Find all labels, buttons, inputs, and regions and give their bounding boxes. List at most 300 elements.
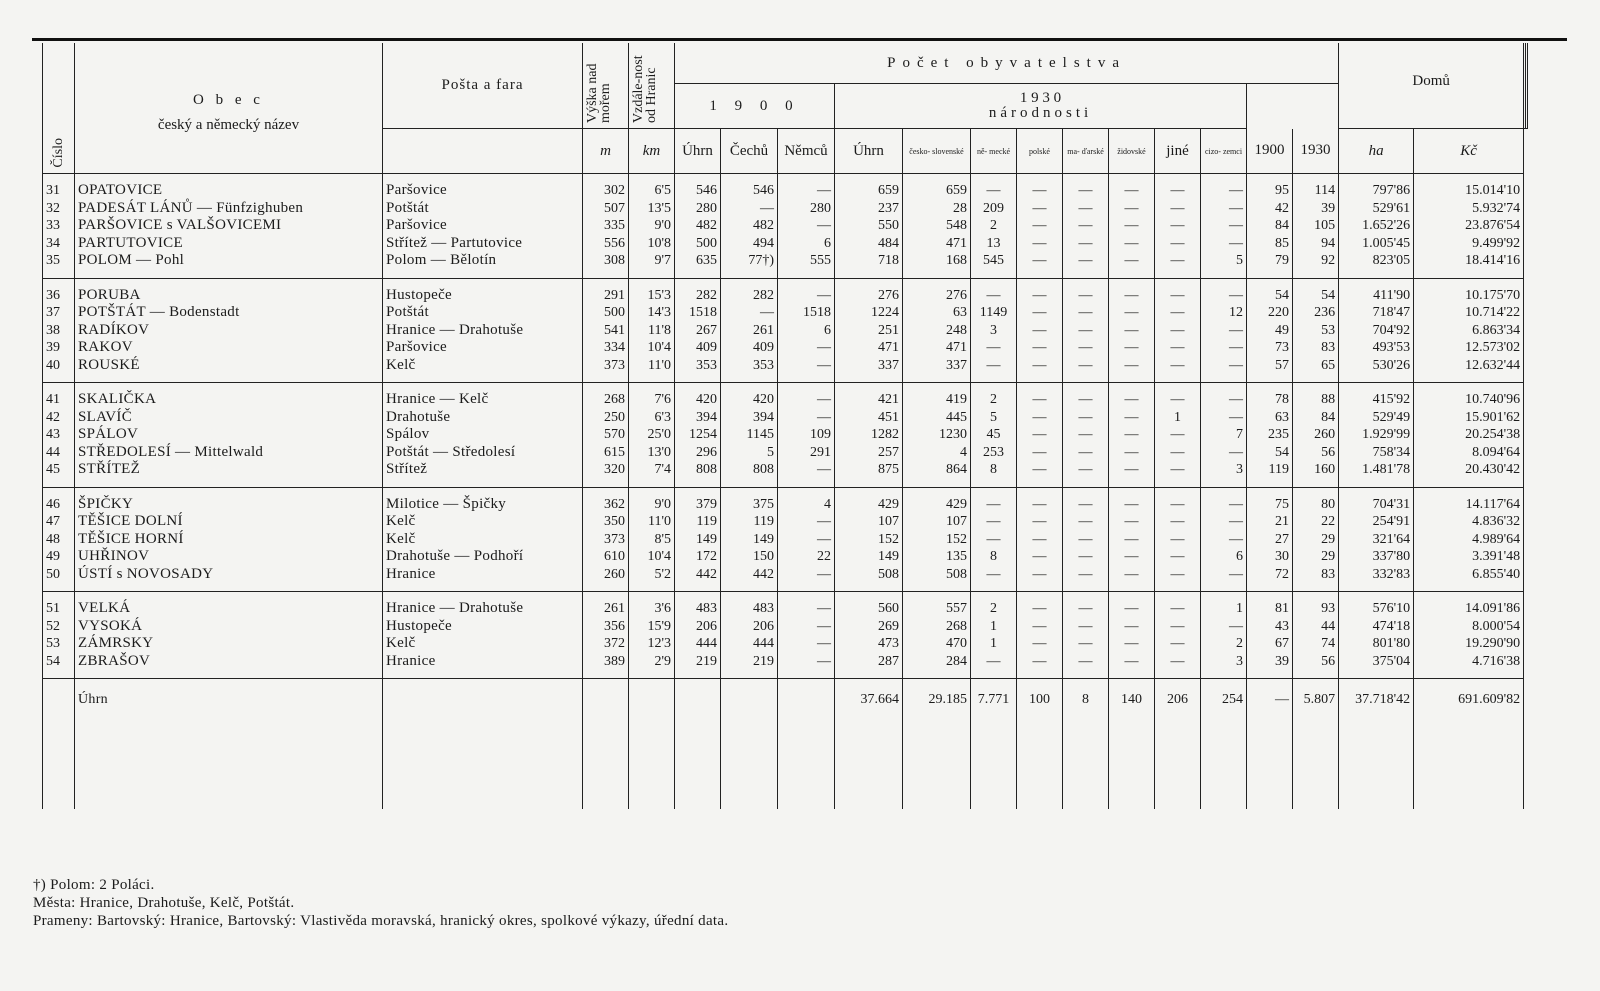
- cell-cechu-value: 409: [753, 340, 774, 355]
- cell-nemecke-value: 13: [986, 235, 1001, 251]
- cell-vytezek-value: 20.254'38: [1465, 427, 1521, 442]
- cell-domu-1900-value: 220: [1268, 305, 1289, 320]
- header-ceskoslovenske: česko- slovenské: [903, 129, 971, 174]
- cell-cechu-value: 77†): [748, 253, 774, 268]
- cell-obec-value: ÚSTÍ s NOVOSADY: [78, 565, 214, 582]
- cell-nemcu-value: —: [817, 531, 831, 547]
- cell-cizozemci-value: 12: [1229, 305, 1243, 320]
- cell-posta-value: Drahotuše: [386, 408, 451, 425]
- total-vytezek: 691.609'82: [1414, 679, 1524, 810]
- cell-vzdalenost-value: 13'0: [647, 444, 671, 460]
- cell-uhrn-1930-value: 560: [878, 601, 899, 616]
- table-row: [43, 383, 1528, 488]
- cell-cislo-value: 43: [46, 427, 60, 442]
- cell-vymera: [1339, 174, 1414, 279]
- cell-uhrn-1900-value: 635: [696, 253, 717, 268]
- cell-nemecke-value: —: [986, 287, 1001, 303]
- header-domu-1930: 1930: [1293, 129, 1339, 174]
- cell-ceskoslovenske-value: 107: [946, 514, 967, 529]
- cell-uhrn-1900-value: 500: [696, 235, 717, 251]
- cell-uhrn-1900-value: 353: [696, 357, 717, 373]
- cell-ceskoslovenske-value: 63: [953, 305, 967, 320]
- cell-cechu-value: 206: [753, 618, 774, 634]
- cell-vzdalenost-value: 7'6: [654, 392, 671, 407]
- cell-cechu: [721, 278, 778, 383]
- cell-uhrn-1930-value: 1224: [871, 305, 899, 320]
- header-cizozemci: cizo- zemci: [1201, 129, 1247, 174]
- cell-polske-value: —: [1032, 322, 1047, 338]
- cell-cislo: [43, 592, 75, 679]
- cell-domu-1930-value: 44: [1321, 618, 1336, 634]
- cell-posta: [383, 592, 583, 679]
- cell-jine: [1155, 487, 1201, 592]
- cell-vyska-value: 320: [604, 462, 625, 477]
- cell-posta-value: Potštát: [386, 304, 429, 320]
- cell-obec-value: ROUSKÉ: [78, 356, 140, 373]
- cell-ceskoslovenske: [903, 278, 971, 383]
- cell-posta-value: Drahotuše — Podhoří: [386, 548, 524, 564]
- total-polske: 100: [1017, 679, 1063, 810]
- cell-jine-value: —: [1170, 235, 1185, 251]
- cell-vytezek-value: 15.014'10: [1465, 183, 1521, 198]
- cell-polske-value: —: [1032, 235, 1047, 251]
- cell-nemcu: [778, 592, 835, 679]
- header-obec-subtitle: český a německý název: [157, 117, 300, 133]
- cell-cechu: [721, 383, 778, 488]
- total-nemecke: 7.771: [971, 679, 1017, 810]
- cell-uhrn-1930: [835, 592, 903, 679]
- cell-nemcu-value: —: [817, 392, 831, 407]
- cell-zidovske-value: —: [1124, 305, 1139, 320]
- cell-uhrn-1930-value: 550: [878, 218, 899, 233]
- cell-nemecke-value: 3: [990, 322, 997, 338]
- total-uhrn-1930: 37.664: [835, 679, 903, 810]
- cell-posta-value: Milotice — Špičky: [386, 495, 507, 512]
- cell-ceskoslovenske: [903, 592, 971, 679]
- cell-domu-1900-value: 63: [1275, 409, 1289, 425]
- cell-nemecke-value: 45: [986, 427, 1001, 442]
- cell-uhrn-1900-value: 808: [696, 462, 717, 477]
- cell-cislo-value: 41: [46, 392, 60, 407]
- cell-ceskoslovenske-value: 284: [946, 653, 967, 669]
- header-obec-title: O b e c: [193, 92, 264, 108]
- cell-madarske-value: —: [1078, 618, 1093, 634]
- cell-nemcu-value: 280: [810, 200, 831, 216]
- cell-cizozemci-value: 3: [1236, 462, 1243, 477]
- cell-uhrn-1930-value: 659: [878, 183, 899, 198]
- cell-domu-1930-value: 160: [1314, 462, 1336, 477]
- cell-uhrn-1900-value: 149: [696, 531, 717, 547]
- table-row-group: [43, 487, 1528, 592]
- cell-nemecke-value: 545: [983, 253, 1004, 268]
- cell-nemecke-value: 8: [990, 462, 997, 477]
- cell-vyska: [583, 592, 629, 679]
- cell-cizozemci-value: —: [1229, 218, 1243, 233]
- cell-uhrn-1900-value: 420: [696, 392, 717, 407]
- cell-polske-value: —: [1032, 218, 1047, 233]
- table-row-group: [43, 174, 1528, 279]
- table-row: [43, 487, 1528, 592]
- cell-madarske-value: —: [1078, 218, 1093, 233]
- cell-vytezek-value: 3.391'48: [1472, 549, 1521, 564]
- cell-domu-1930-value: 74: [1321, 636, 1336, 651]
- cell-ceskoslovenske-value: 1230: [939, 427, 967, 442]
- cell-cechu-value: 444: [753, 636, 774, 651]
- cell-uhrn-1930-value: 149: [878, 549, 899, 564]
- cell-vzdalenost-value: 6'3: [654, 409, 671, 425]
- cell-vytezek-value: 23.876'54: [1465, 218, 1521, 233]
- cell-vyska-value: 362: [604, 496, 625, 512]
- cell-posta-value: Hranice: [386, 652, 436, 669]
- cell-obec-value: STŘEDOLESÍ — Mittelwald: [78, 443, 264, 460]
- cell-ceskoslovenske-value: 4: [960, 444, 967, 460]
- cell-nemecke-value: —: [986, 340, 1001, 355]
- cell-cizozemci-value: —: [1229, 287, 1243, 303]
- cell-vymera-value: 797'86: [1372, 183, 1411, 198]
- header-polske: polské: [1017, 129, 1063, 174]
- cell-domu-1930-value: 105: [1314, 218, 1336, 233]
- cell-uhrn-1930-value: 508: [878, 566, 899, 582]
- cell-cislo: [43, 487, 75, 592]
- cell-posta-value: Kelč: [386, 356, 416, 373]
- header-cislo: Číslo: [43, 43, 75, 174]
- cell-cislo-value: 48: [46, 531, 60, 547]
- cell-posta-value: Hustopeče: [386, 617, 453, 634]
- cell-zidovske-value: —: [1124, 235, 1139, 251]
- cell-cislo-value: 33: [46, 218, 60, 233]
- cell-domu-1930-value: 53: [1321, 322, 1336, 338]
- cell-ceskoslovenske-value: 557: [946, 601, 967, 616]
- cell-jine-value: —: [1170, 200, 1185, 216]
- cell-uhrn-1900-value: 394: [696, 409, 717, 425]
- cell-nemcu-value: —: [817, 601, 831, 616]
- cell-posta-value: Spálov: [386, 426, 430, 442]
- cell-cizozemci-value: —: [1229, 618, 1243, 634]
- cell-madarske: [1063, 174, 1109, 279]
- cell-domu-1900-value: 43: [1275, 618, 1289, 634]
- header-katastralni-vytezek: [1526, 43, 1528, 129]
- cell-obec-value: UHŘINOV: [78, 548, 150, 564]
- cell-ceskoslovenske: [903, 383, 971, 488]
- cell-polske: [1017, 174, 1063, 279]
- cell-cizozemci: [1201, 592, 1247, 679]
- cell-vytezek-value: 10.175'70: [1465, 287, 1521, 303]
- cell-vyska-value: 334: [604, 340, 625, 355]
- cell-posta: [383, 278, 583, 383]
- cell-cizozemci-value: —: [1229, 514, 1243, 529]
- cell-polske: [1017, 487, 1063, 592]
- cell-obec-value: TĚŠICE HORNÍ: [78, 530, 184, 547]
- cell-domu-1900-value: 30: [1275, 549, 1289, 564]
- cell-cechu-value: 494: [753, 235, 774, 251]
- cell-domu-1900: [1247, 383, 1293, 488]
- header-vyska: Výška nad mořem: [583, 43, 629, 129]
- cell-jine-value: —: [1170, 531, 1185, 547]
- cell-vzdalenost-value: 9'7: [654, 253, 671, 268]
- cell-vyska-value: 260: [604, 566, 625, 582]
- cell-polske-value: —: [1032, 409, 1047, 425]
- cell-zidovske-value: —: [1124, 392, 1139, 407]
- header-unit-km: km: [629, 129, 675, 174]
- cell-polske-value: —: [1032, 514, 1047, 529]
- header-nemecke: ně- mecké: [971, 129, 1017, 174]
- cell-ceskoslovenske-value: 429: [946, 496, 967, 512]
- total-ceskoslovenske: 29.185: [903, 679, 971, 810]
- cell-posta-value: Paršovice: [386, 182, 448, 198]
- cell-nemcu-value: —: [817, 340, 831, 355]
- cell-ceskoslovenske-value: 470: [946, 636, 967, 651]
- cell-cechu-value: 442: [753, 566, 774, 582]
- cell-domu-1930: [1293, 278, 1339, 383]
- cell-vymera-value: 704'92: [1372, 322, 1411, 338]
- cell-jine-value: —: [1170, 183, 1185, 198]
- cell-vzdalenost-value: 5'2: [654, 566, 671, 582]
- cell-nemcu-value: —: [817, 462, 831, 477]
- cell-zidovske-value: —: [1124, 200, 1139, 216]
- cell-nemcu-value: 22: [817, 549, 831, 564]
- cell-nemecke: [971, 174, 1017, 279]
- cell-vymera-value: 718'47: [1372, 305, 1411, 320]
- cell-domu-1900-value: 235: [1268, 427, 1289, 442]
- cell-domu-1930-value: 93: [1321, 601, 1336, 616]
- cell-nemcu-value: —: [817, 287, 831, 303]
- cell-nemecke-value: 2: [990, 218, 997, 233]
- cell-uhrn-1900-value: 444: [696, 636, 717, 651]
- cell-madarske-value: —: [1078, 200, 1093, 216]
- cell-madarske: [1063, 383, 1109, 488]
- cell-uhrn-1900-value: 280: [696, 200, 717, 216]
- table-row-group: [43, 592, 1528, 679]
- cell-vytezek-value: 6.863'34: [1472, 322, 1521, 338]
- cell-domu-1900-value: 67: [1275, 636, 1289, 651]
- cell-cizozemci-value: —: [1229, 340, 1243, 355]
- cell-cislo-value: 34: [46, 235, 60, 251]
- cell-uhrn-1930-value: 237: [878, 200, 899, 216]
- cell-vzdalenost-value: 7'4: [654, 462, 671, 477]
- cell-cizozemci: [1201, 174, 1247, 279]
- cell-domu-1930-value: 22: [1321, 514, 1336, 529]
- cell-vytezek-value: 4.716'38: [1472, 653, 1521, 669]
- cell-nemecke-value: —: [986, 183, 1001, 198]
- cell-jine-value: —: [1170, 218, 1185, 233]
- cell-vyska-value: 570: [604, 427, 625, 442]
- cell-posta-value: Paršovice: [386, 339, 448, 355]
- cell-uhrn-1900: [675, 278, 721, 383]
- cell-cizozemci-value: —: [1229, 409, 1243, 425]
- cell-obec-value: SPÁLOV: [78, 426, 139, 442]
- cell-vzdalenost-value: 10'4: [647, 340, 671, 355]
- cell-domu-1900-value: 78: [1275, 392, 1289, 407]
- header-nemcu: Němců: [778, 129, 835, 174]
- total-jine: 206: [1155, 679, 1201, 810]
- cell-uhrn-1930-value: 251: [878, 322, 899, 338]
- cell-uhrn-1930-value: 471: [878, 340, 899, 355]
- cell-cislo-value: 31: [46, 183, 60, 198]
- cell-obec-value: RADÍKOV: [78, 321, 150, 338]
- cell-madarske-value: —: [1078, 409, 1093, 425]
- cell-domu-1930-value: 56: [1321, 653, 1336, 669]
- cell-nemcu-value: —: [817, 357, 831, 373]
- cell-jine: [1155, 592, 1201, 679]
- cell-nemecke-value: 5: [990, 409, 997, 425]
- footnotes: [33, 876, 728, 930]
- cell-vyska-value: 389: [604, 653, 625, 669]
- cell-vyska: [583, 487, 629, 592]
- header-year-1930: [835, 84, 1247, 129]
- cell-cizozemci-value: —: [1229, 357, 1243, 373]
- cell-vytezek: [1414, 174, 1524, 279]
- cell-madarske-value: —: [1078, 514, 1093, 529]
- footnote-polom: †) Polom: 2 Poláci.: [33, 877, 155, 893]
- cell-cislo-value: 35: [46, 253, 60, 268]
- header-madarske: ma- ďarské: [1063, 129, 1109, 174]
- cell-vymera-value: 254'91: [1372, 514, 1411, 529]
- cell-vymera-value: 493'53: [1372, 340, 1411, 355]
- cell-domu-1930-value: 56: [1321, 444, 1336, 460]
- header-unit-m: m: [583, 129, 629, 174]
- cell-vymera: [1339, 278, 1414, 383]
- header-year-1900: 1 9 0 0: [675, 84, 835, 129]
- cell-cechu-value: 149: [753, 531, 774, 547]
- cell-domu-1900: [1247, 487, 1293, 592]
- cell-cizozemci-value: 2: [1236, 636, 1243, 651]
- header-vzdalenost: Vzdále-nost od Hranic: [629, 43, 675, 129]
- header-domu-1900: 1900: [1247, 129, 1293, 174]
- cell-zidovske-value: —: [1124, 340, 1139, 355]
- cell-posta-value: Kelč: [386, 635, 416, 651]
- cell-nemcu: [778, 278, 835, 383]
- cell-obec: [75, 592, 383, 679]
- cell-nemecke-value: 2: [990, 601, 997, 616]
- cell-vymera-value: 411'90: [1373, 287, 1411, 303]
- cell-domu-1900-value: 85: [1275, 235, 1289, 251]
- cell-vymera-value: 375'04: [1372, 653, 1411, 669]
- cell-posta-value: Kelč: [386, 530, 416, 547]
- cell-domu-1930: [1293, 592, 1339, 679]
- cell-vzdalenost-value: 6'5: [654, 183, 671, 198]
- total-empty: [675, 679, 721, 810]
- total-empty: [383, 679, 583, 810]
- cell-polske-value: —: [1032, 200, 1047, 216]
- cell-obec-value: POLOM — Pohl: [78, 252, 185, 268]
- cell-vzdalenost-value: 14'3: [647, 305, 671, 320]
- cell-posta-value: Hustopeče: [386, 286, 453, 303]
- cell-vyska: [583, 383, 629, 488]
- cell-cizozemci-value: —: [1229, 235, 1243, 251]
- cell-vytezek-value: 12.632'44: [1465, 357, 1521, 373]
- total-row: [43, 679, 1528, 810]
- cell-nemcu-value: 4: [824, 496, 831, 512]
- cell-zidovske-value: —: [1124, 253, 1139, 268]
- cell-vyska-value: 261: [604, 601, 625, 616]
- cell-cechu-value: 353: [753, 357, 774, 373]
- cell-ceskoslovenske-value: 28: [953, 200, 967, 216]
- cell-cislo: [43, 174, 75, 279]
- cell-obec-value: ŠPIČKY: [78, 495, 134, 512]
- cell-domu-1930: [1293, 487, 1339, 592]
- cell-zidovske-value: —: [1124, 444, 1139, 460]
- cell-domu-1930-value: 83: [1321, 566, 1336, 582]
- cell-vytezek-value: 15.901'62: [1465, 409, 1521, 425]
- cell-vymera-value: 321'64: [1372, 531, 1411, 547]
- cell-domu-1930-value: 39: [1321, 200, 1336, 216]
- cell-cechu-value: —: [760, 200, 774, 216]
- cell-zidovske: [1109, 383, 1155, 488]
- cell-jine-value: —: [1170, 601, 1185, 616]
- cell-obec-value: VYSOKÁ: [78, 617, 143, 634]
- cell-cislo-value: 37: [46, 305, 60, 320]
- cell-polske-value: —: [1032, 444, 1047, 460]
- cell-jine-value: 1: [1174, 409, 1181, 425]
- cell-domu-1930-value: 54: [1321, 287, 1336, 303]
- cell-ceskoslovenske-value: 276: [946, 287, 967, 303]
- cell-vytezek-value: 10.714'22: [1465, 305, 1521, 320]
- cell-zidovske-value: —: [1124, 357, 1139, 373]
- cell-cislo-value: 42: [46, 409, 60, 425]
- cell-domu-1930-value: 80: [1321, 496, 1336, 512]
- cell-cechu-value: 119: [753, 514, 774, 529]
- cell-nemecke-value: 1: [990, 636, 997, 651]
- cell-nemecke: [971, 592, 1017, 679]
- cell-vzdalenost: [629, 487, 675, 592]
- cell-ceskoslovenske-value: 508: [946, 566, 967, 582]
- cell-zidovske: [1109, 278, 1155, 383]
- table-row-group: [43, 278, 1528, 383]
- cell-domu-1930-value: 84: [1321, 409, 1336, 425]
- cell-madarske-value: —: [1078, 392, 1093, 407]
- cell-madarske-value: —: [1078, 566, 1093, 582]
- header-narodnosti: národnosti: [988, 105, 1093, 121]
- cell-jine-value: —: [1170, 618, 1185, 634]
- cell-vyska-value: 556: [604, 235, 625, 251]
- cell-uhrn-1930-value: 337: [878, 357, 899, 373]
- table-row: [43, 174, 1528, 279]
- cell-cislo-value: 36: [46, 287, 60, 303]
- cell-vytezek-value: 4.836'32: [1472, 514, 1521, 529]
- cell-nemcu: [778, 487, 835, 592]
- cell-obec: [75, 174, 383, 279]
- cell-vyska-value: 373: [604, 531, 625, 547]
- cell-polske-value: —: [1032, 653, 1047, 669]
- cell-domu-1900-value: 49: [1275, 322, 1289, 338]
- cell-cislo-value: 32: [46, 200, 60, 216]
- cell-posta-value: Hranice — Kelč: [386, 391, 489, 407]
- cell-polske-value: —: [1032, 392, 1047, 407]
- cell-cislo-value: 47: [46, 514, 60, 529]
- header-cechu: Čechů: [721, 129, 778, 174]
- total-empty: [721, 679, 778, 810]
- cell-madarske-value: —: [1078, 427, 1093, 442]
- cell-zidovske-value: —: [1124, 636, 1139, 651]
- cell-cizozemci-value: —: [1229, 392, 1243, 407]
- cell-cizozemci-value: —: [1229, 200, 1243, 216]
- cell-vzdalenost: [629, 278, 675, 383]
- cell-nemecke: [971, 487, 1017, 592]
- total-empty: [43, 679, 75, 810]
- cell-uhrn-1900-value: 442: [696, 566, 717, 582]
- cell-jine: [1155, 174, 1201, 279]
- cell-madarske-value: —: [1078, 235, 1093, 251]
- cell-ceskoslovenske-value: 659: [946, 183, 967, 198]
- cell-vymera-value: 474'18: [1372, 618, 1411, 634]
- cell-madarske-value: —: [1078, 496, 1093, 512]
- cell-obec-value: PORUBA: [78, 286, 141, 303]
- cell-cechu-value: —: [760, 305, 774, 320]
- cell-vzdalenost-value: 15'9: [647, 618, 671, 634]
- cell-posta-value: Střítež — Partutovice: [386, 234, 523, 251]
- cell-zidovske-value: —: [1124, 427, 1139, 442]
- cell-vyska-value: 615: [604, 444, 625, 460]
